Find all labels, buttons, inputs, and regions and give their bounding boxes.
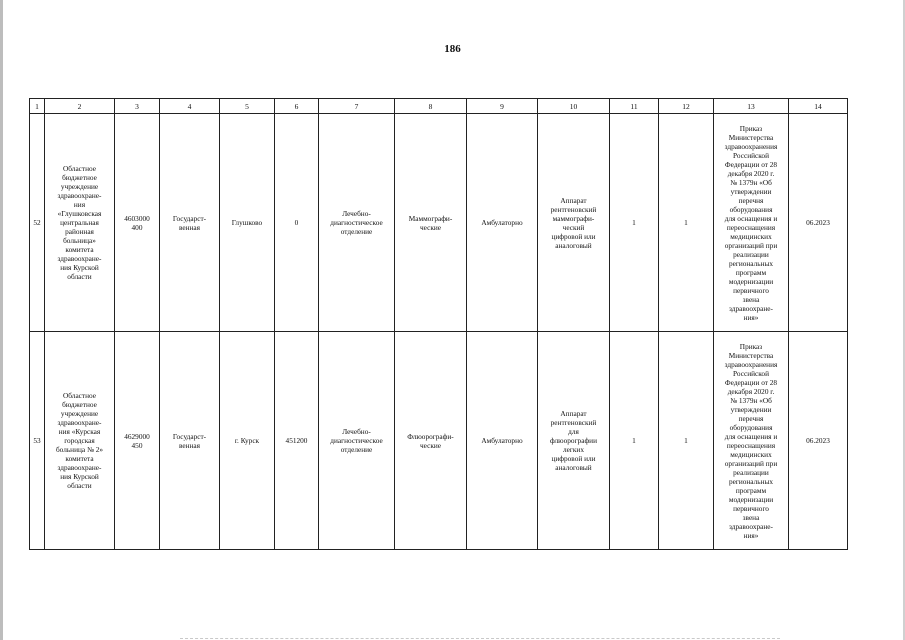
column-header: 3 (115, 99, 160, 114)
page-number: 186 (444, 43, 461, 55)
equipment-type-cell: Флюорографи- ческие (395, 332, 467, 550)
column-header: 6 (275, 99, 319, 114)
column-header: 13 (714, 99, 789, 114)
column-header: 9 (467, 99, 538, 114)
locality-cell: Глушково (220, 114, 275, 332)
locality-cell: г. Курск (220, 332, 275, 550)
table-row (30, 332, 848, 550)
code-cell: 4603000 400 (115, 114, 160, 332)
column-header: 14 (789, 99, 848, 114)
equipment-name-cell: Аппарат рентгеновский маммографи- ческий цифровой или аналоговый (538, 114, 610, 332)
column-header: 12 (659, 99, 714, 114)
care-form-cell: Амбулаторно (467, 114, 538, 332)
row-number-cell: 53 (30, 332, 45, 550)
ownership-cell: Государст- венная (160, 332, 220, 550)
date-cell: 06.2023 (789, 114, 848, 332)
scan-edge-left (0, 0, 3, 640)
date-cell: 06.2023 (789, 332, 848, 550)
column-header: 7 (319, 99, 395, 114)
column-header: 11 (610, 99, 659, 114)
table-row (30, 114, 848, 332)
quantity-cell: 1 (659, 332, 714, 550)
column-header: 1 (30, 99, 45, 114)
equipment-name-cell: Аппарат рентгеновский для флюорографии легких цифровой или аналоговый (538, 332, 610, 550)
department-cell: Лечебно- диагностическое отделение (319, 332, 395, 550)
row-number-cell: 52 (30, 114, 45, 332)
equipment-registry-table (29, 98, 848, 550)
column-header: 4 (160, 99, 220, 114)
equipment-type-cell: Маммографи- ческие (395, 114, 467, 332)
quantity-cell: 1 (610, 332, 659, 550)
ownership-cell: Государст- венная (160, 114, 220, 332)
column-header: 5 (220, 99, 275, 114)
quantity-cell: 1 (610, 114, 659, 332)
index-cell: 0 (275, 114, 319, 332)
basis-cell: Приказ Министерства здравоохранения Российской Федерации от 28 декабря 2020 г. № 1379н «Об утверждении перечня оборудования для оснащения и переоснащения медицинских организаций при реализации региональных программ модернизации первичного звена здравоохране- ния» (714, 332, 789, 550)
code-cell: 4629000 450 (115, 332, 160, 550)
organization-cell: Областное бюджетное учреждение здравоохране- ния «Глушковская центральная районная больница» комитета здравоохране- ния Курской области (45, 114, 115, 332)
index-cell: 451200 (275, 332, 319, 550)
header-row (30, 99, 848, 114)
column-header: 10 (538, 99, 610, 114)
care-form-cell: Амбулаторно (467, 332, 538, 550)
scan-edge-bottom (180, 637, 780, 639)
column-header: 8 (395, 99, 467, 114)
column-header: 2 (45, 99, 115, 114)
department-cell: Лечебно- диагностическое отделение (319, 114, 395, 332)
organization-cell: Областное бюджетное учреждение здравоохране- ния «Курская городская больница № 2» комитета здравоохране- ния Курской области (45, 332, 115, 550)
quantity-cell: 1 (659, 114, 714, 332)
basis-cell: Приказ Министерства здравоохранения Российской Федерации от 28 декабря 2020 г. № 1379н «Об утверждении перечня оборудования для оснащения и переоснащения медицинских организаций при реализации региональных программ модернизации первичного звена здравоохране- ния» (714, 114, 789, 332)
